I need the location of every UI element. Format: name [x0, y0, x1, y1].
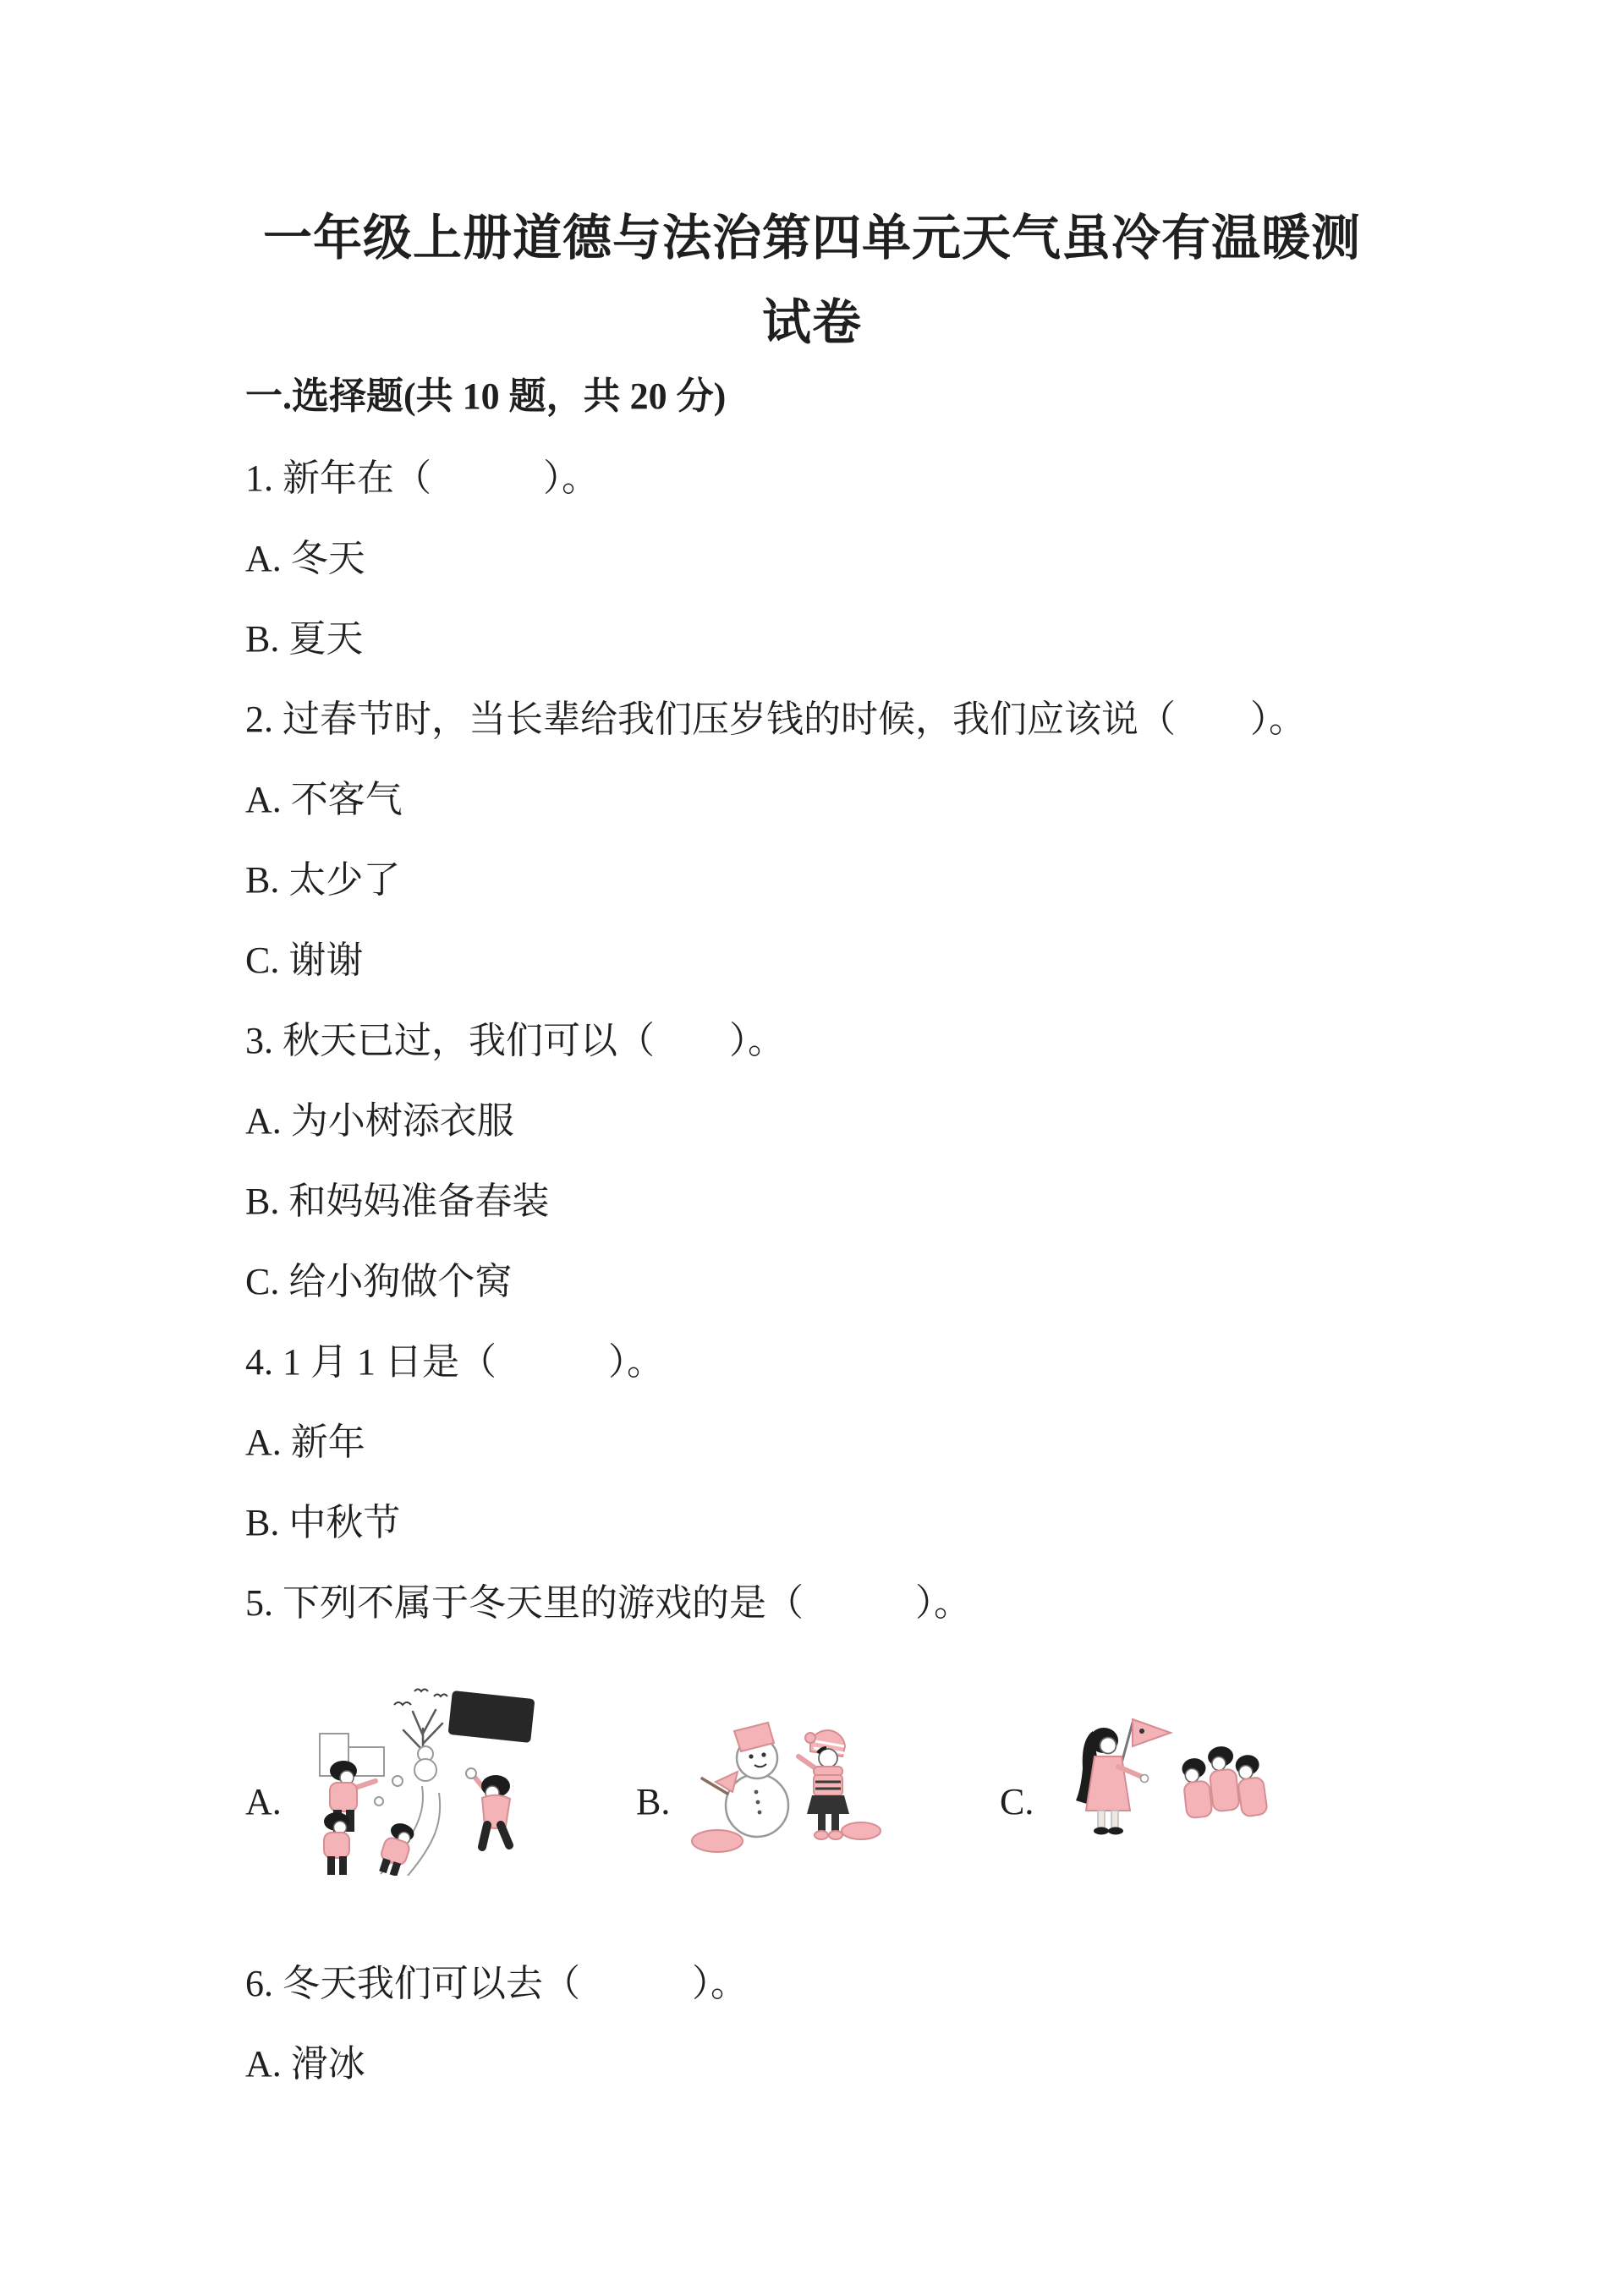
- question-3-option-b: B. 和妈妈准备春装: [245, 1181, 550, 1222]
- question-3-option-c: C. 给小狗做个窝: [245, 1261, 513, 1302]
- question-3-text: 3. 秋天已过，我们可以（ ）。: [245, 1020, 785, 1061]
- question-4-option-b: B. 中秋节: [245, 1502, 401, 1543]
- question-5-option-a-label: A.: [245, 1781, 282, 1822]
- question-4-text: 4. 1 月 1 日是（ ）。: [245, 1341, 664, 1383]
- snowball-fight-scene-icon: [296, 1681, 541, 1876]
- question-3-option-a: A. 为小树添衣服: [245, 1100, 514, 1142]
- question-2-option-b: B. 太少了: [245, 859, 401, 901]
- question-1-option-b: B. 夏天: [245, 618, 364, 660]
- question-5-option-b-label: B.: [636, 1781, 671, 1822]
- question-1-option-a: A. 冬天: [245, 538, 365, 579]
- question-6-text: 6. 冬天我们可以去（ ）。: [245, 1963, 748, 2004]
- question-6-option-a: A. 滑冰: [245, 2043, 365, 2085]
- page-title-line2: 试卷: [761, 295, 862, 350]
- question-4-option-a: A. 新年: [245, 1422, 365, 1463]
- guide-with-flag-scene-icon: [1051, 1712, 1279, 1852]
- section-heading: 一.选择题(共 10 题，共 20 分): [245, 375, 727, 417]
- question-5-text: 5. 下列不属于冬天里的游戏的是（ ）。: [245, 1582, 971, 1624]
- page-title: [0, 196, 1624, 365]
- snowman-building-scene-icon: [687, 1704, 886, 1860]
- question-2-option-c: C. 谢谢: [245, 940, 364, 981]
- question-1-text: 1. 新年在（ ）。: [245, 458, 599, 499]
- page-title-line1: 一年级上册道德与法治第四单元天气虽冷有温暖测: [262, 211, 1361, 266]
- question-2-text: 2. 过春节时，当长辈给我们压岁钱的时候，我们应该说（ ）。: [245, 699, 1306, 740]
- question-2-option-a: A. 不客气: [245, 779, 403, 820]
- question-5-option-c-label: C.: [1000, 1781, 1034, 1822]
